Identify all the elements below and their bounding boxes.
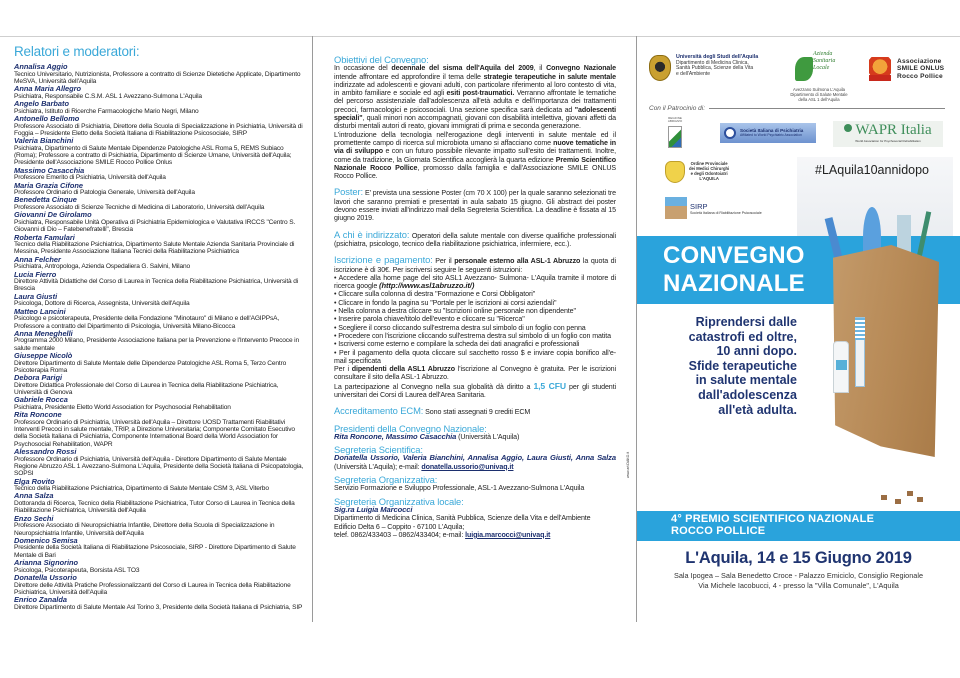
cfu-note: La partecipazione al Convegno nella sua globalità dà diritto a 1,5 CFU per gli studenti universitari dei Corsi di Laurea dell'Area Sanitaria. [334, 380, 616, 399]
patronage-label: Con il Patrocinio di: [649, 105, 945, 112]
event-subtitle: Riprendersi dalle catastrofi ed oltre, 10 anni dopo. Sfide terapeutiche in salute mentale dall'adolescenza all'età adulta. [688, 315, 797, 417]
objectives-section [334, 56, 616, 180]
speaker-item [14, 308, 304, 330]
speaker-role: Direttore Dipartimento di Salute Mentale delle Dipendenze Patologiche ASL Roma 5, Terzo Centro Psicoterapia Roma [14, 359, 287, 374]
speaker-name: Valeria Bianchini [14, 136, 74, 146]
speaker-role: Professore Associato di Scienze Tecniche di Medicina di Laboratorio, Università dell'Aquila [14, 204, 265, 212]
speaker-item [14, 559, 304, 574]
speaker-name: Angelo Barbato [14, 99, 70, 109]
local-secretariat-department: Dipartimento di Medicina Clinica, Sanità Pubblica, Scienze della Vita e dell'Ambiente [334, 514, 591, 523]
speaker-role: Psichiatra, Presidente Eletto World Association for Psychosocial Rehabilitation [14, 404, 231, 411]
fold-line [312, 36, 313, 622]
prize-title-line-1: 4° PREMIO SCIENTIFICO NAZIONALE [671, 513, 875, 525]
registration-step: • Nella colonna a destra cliccare su "Iscrizioni online personale non dipendente" [334, 307, 576, 316]
prize-title-line-2: ROCCO POLLICE [671, 524, 766, 537]
registration-step: • Accedere alla home page del sito ASL1 Avezzano- Sulmona- L'Aquila tramite il motore di ricerca google (http://www.asl1abruzzo.it/) [334, 273, 616, 291]
speakers-heading: Relatori e moderatori: [14, 44, 140, 59]
audience-text: Operatori della salute mentale con diverse qualifiche professionali (psichiatra, psicologo, tecnico della riabilitazione psichiatrica, infermiere, ecc.). [334, 231, 616, 248]
cover-panel [637, 37, 960, 621]
speaker-item [14, 352, 304, 374]
poster-heading: Poster: [334, 186, 363, 198]
speaker-name: Annalisa Aggio [14, 62, 68, 71]
local-secretariat-section [334, 495, 616, 539]
speaker-name: Matteo Lancini [14, 306, 66, 316]
local-secretariat-email-link[interactable]: luigia.marcocci@univaq.it [465, 530, 551, 539]
speaker-item [14, 167, 304, 182]
speaker-role: Programma 2000 Milano, Presidente Associazione Italiana per la Prevenzione e l'Intervento Precoce in salute mentale [14, 337, 299, 352]
asl-logo: Azienda Sanitaria Locale Avezzano Sulmona L'Aquila Dipartimento di Salute Mentale della ASL 1 dell'Aquila [790, 51, 848, 102]
employees-note: Per i dipendenti della ASL1 Abruzzo l'iscrizione al Convegno è gratuita. Per le iscrizioni consultare il sito della ASL-1 Abruzzo. [334, 365, 616, 382]
speaker-role: Professore Associato di Psichiatria, Direttore della Scuola di Specializzazione in Psichiatria, Università di Foggia – Presidente Eletto della Società Italiana di Riabilitazione Psicosociale, SIRP [14, 122, 303, 137]
presidents-names: Rita Roncone, Massimo Casacchia [334, 431, 457, 441]
sip-logo: Società Italiana di Psichiatria Affiliated to World Psychiatric Association [720, 123, 816, 143]
speaker-item [14, 85, 304, 100]
speaker-item [14, 234, 304, 256]
objectives-paragraph-2: L'introduzione della tecnologia nell'erogazione degli interventi in salute mentale ed il promettente campo di ricerca sul microbiota umano si affacciano come nuove tematiche in via di sviluppo e con un futuro possibile rilevante impatto sull'esito dei trattamenti. Inoltre, come da tradizione, la Giornata Scientifica accoglierà la quarta edizione Premio Scientifico Nazionale Rocco Pollice, promosso dalla famiglia e dall'Associazione SMILE ONLUS Rocco Pollice. [334, 130, 617, 181]
speaker-role: Psichiatra, Responsabile Unità Operativa di Psichiatria Epidemiologica e Valutativa IRCCS "Centro S. Giovanni di Dio – Fatebenefratelli", Brescia [14, 218, 296, 234]
cfu-value: 1,5 CFU [533, 380, 566, 391]
objectives-heading: Obiettivi del Convegno: [334, 54, 429, 65]
speaker-name: Alessandro Rossi [14, 447, 77, 457]
objectives-paragraph-1: In occasione del decennale del sisma dell'Aquila del 2009, il Convegno Nazionale intende affrontare ed approfondire il tema delle strategie terapeutiche in salute mentale indirizzate ad adolescenti e giovani adulti, con particolare riferimento al loro contesto di vita, in ambito familiare e sociale ed agli esiti post-traumatici. Verranno affrontate le tematiche del percorso assistenziale dall'adolescenza all'età adulta e dell'importanza dei trattamenti precoci, farmacologici e psicosociali. Una sezione specifica sarà dedicata ad "adolescenti speciali", quali minori non accompagnati, giovani con disabilità intellettiva, giovani affetti da disturbi mentali autori di reato, giovani immigrati di prima e seconda generazione. [334, 64, 617, 131]
speaker-role: Direttore delle Attività Pratiche Professionalizzanti del Corso di Laurea in Tecnica della Riabilitazione Psichiatrica, Università dell'Aquila [14, 581, 291, 596]
ecm-text: Sono stati assegnati 9 crediti ECM [423, 408, 531, 417]
speaker-role: Direttore Didattica Professionale del Corso di Laurea in Tecnica della Riabilitazione Psichiatrica, Università di Genova [14, 381, 279, 397]
registration-step: • Iscriversi come esterno e compilare la scheda dei dati anagrafici e professionali [334, 340, 580, 349]
sip-emblem-icon [724, 127, 736, 139]
event-title-line-2: NAZIONALE [663, 270, 805, 297]
registration-heading: Iscrizione e pagamento: [334, 254, 433, 266]
speaker-name: Arianna Signorino [14, 558, 79, 568]
speaker-item [14, 115, 304, 137]
organizer-logos [649, 51, 949, 107]
sirp-emblem-icon [665, 197, 687, 219]
speaker-role: Professore Ordinario di Psichiatria, Università dell'Aquila - Direttore Dipartimento di Salute Mentale Regione Abruzzo ASL 1 Avezzano-Sulmona L'Aquila, Presidente della Società Italiana di Psicopatologia, SOPSI [14, 455, 304, 478]
speaker-name: Giuseppe Nicolò [14, 351, 73, 361]
speaker-name: Elga Rovito [14, 476, 55, 486]
prize-banner [637, 511, 960, 541]
registration-step: • Procedere con l'iscrizione cliccando sull'estrema destra sul simbolo di un foglio con matita [334, 331, 611, 340]
speaker-item [14, 100, 304, 115]
speaker-name: Lucia Fierro [14, 269, 57, 279]
caduceus-shield-icon [665, 161, 685, 183]
event-title-line-1: CONVEGNO [663, 242, 805, 269]
leaf-icon [795, 57, 813, 81]
speaker-item [14, 574, 304, 596]
regione-abruzzo-logo: REGIONE ABRUZZO [665, 117, 685, 151]
speaker-item [14, 271, 304, 293]
speaker-item [14, 182, 304, 197]
speaker-role: Professore Associato di Neuropsichiatria Infantile, Direttore della Scuola di Specializzazione in Neuropsichiatria Infantile, Università dell'Aquila [14, 522, 275, 537]
univaq-logo: Università degli Studi dell'Aquila Dipartimento di Medicina Clinica, Sanità Pubblica, Scienze della Vita e dell'Ambiente [649, 55, 769, 81]
shield-icon [668, 126, 682, 148]
speaker-role: Dottoranda di Ricerca, Tecnico della Riabilitazione Psichiatrica, Tutor Corso di Laurea in Tecnica della Riabilitazione Psichiatrica, Università dell'Aquila [14, 500, 295, 515]
speaker-name: Roberta Famulari [14, 232, 75, 242]
local-secretariat-contacts: telef. 0862/433403 – 0862/433404; e-mail: luigia.marcocci@univaq.it [334, 530, 551, 539]
organizing-secretariat-text: Servizio Formazione e Sviluppo Professionale, ASL-1 Avezzano-Sulmona L'Aquila [334, 484, 585, 493]
cracked-toothbrush-holder-illustration [827, 207, 947, 512]
speaker-name: Debora Parigi [14, 373, 63, 383]
speaker-role: Professore Emerito di Psichiatria, Università dell'Aquila [14, 174, 166, 182]
audience-heading: A chi è indirizzato: [334, 228, 410, 240]
organizing-secretariat-heading: Segreteria Organizzativa: [334, 474, 438, 486]
audience-section [334, 228, 616, 249]
smile-onlus-logo: Associazione SMILE ONLUS Rocco Pollice [869, 57, 944, 81]
speaker-role: Direttore Dipartimento di Salute Mentale Asl Torino 3, Presidente della Società Italiana di Psichiatria, SIP [14, 603, 303, 611]
registration-step: • Inserire parola chiave/titolo dell'evento e cliccare su "Ricerca" [334, 315, 525, 324]
local-secretariat-heading: Segreteria Organizzativa locale: [334, 495, 464, 507]
speaker-name: Donatella Ussorio [14, 572, 77, 582]
speaker-role: Psichiatra, Dipartimento di Salute Mentale Dipendenze Patologiche ASL Roma 5, REMS Subiaco (Roma); Professore a contratto di Psichiatria, Dipartimento di Scienze Umane, Università dell'Aquila; Presidente dell'Associazione SMILE Rocco Pollice Onlus [14, 144, 292, 167]
speaker-role: Tecnico della Riabilitazione Psichiatrica, Dipartimento Salute Mentale Azienda Sanitaria Provinciale di Messina, Presidente Associazione Italiana Tecnici della Riabilitazione Psichiatrica [14, 241, 295, 256]
speaker-name: Giovanni De Girolamo [14, 210, 92, 220]
speaker-item [14, 537, 304, 559]
poster-section [334, 188, 616, 222]
poster-text: E' prevista una sessione Poster (cm 70 X 100) per la quale saranno selezionati tre lavori che saranno premiati e presentati in aula sabato 15 giugno. Gli abstract dei poster devono essere inviati all'indirizzo mail della Segreteria Scientifica. La deadline è fissata al 15 giugno 2019. [334, 189, 616, 223]
wapr-logo: WAPR Italia World Association for Psychosocial Rehabilitation [833, 121, 943, 147]
speaker-role: Professore Ordinario di Patologia Generale, Università dell'Aquila [14, 189, 195, 197]
scientific-secretariat-names: Donatella Ussorio, Valeria Bianchini, Annalisa Aggio, Laura Giusti, Anna Salza [334, 453, 616, 463]
speaker-item [14, 256, 304, 271]
presidents-heading: Presidenti della Convegno Nazionale: [334, 422, 487, 434]
registration-step: • Cliccare in fondo la pagina su "Portale per le iscrizioni ai corsi aziendali" [334, 298, 557, 307]
event-date: L'Aquila, 14 e 15 Giugno 2019 [685, 549, 912, 567]
speaker-role: Psichiatra, Istituto di Ricerche Farmacologiche Mario Negri, Milano [14, 107, 199, 115]
registration-step: • Scegliere il corso cliccando sull'estrema destra sul simbolo di un foglio con penna [334, 323, 586, 332]
speaker-item [14, 411, 304, 448]
speaker-role: Professore Ordinario di Psichiatria, Università dell'Aquila – Direttore UOSD Trattamenti Riabilitativi Interventi Precoci in salute mentale, TRIP, a Direzione Universitaria; Componente Comitato Esecutivo della Società Italiana di Psichiatria, Componente International Board della World Association for Psychosocial Rehabilitation, WAPR [14, 418, 295, 448]
omceo-logo: Ordine Provinciale dei Medici Chirurghi e degli Odontoiatri L'AQUILA [665, 161, 729, 183]
speaker-name: Domenico Semisa [14, 535, 78, 545]
speakers-panel [14, 44, 304, 611]
registration-section: Iscrizione e pagamento: Per il personale esterno alla ASL-1 Abruzzo la quota di iscrizione è di 30€. Per iscriversi seguire le seguenti istruzioni: • Accedere alla home page del sito ASL1 Avezzano- Sulmona- L'Aquila tramite il motore di ricerca google (http://www.asl1abruzzo.it/) • Cliccare sulla colonna di destra "Formazione e Corsi Obbligatori" • Cliccare in fondo la pagina su "Portale per le iscrizioni ai corsi aziendali" • Nella colonna a destra cliccare su "Iscrizioni online personale non dipendente" • Inserire parola chiave/titolo dell'evento e cliccare su "Ricerca" • Scegliere il corso cliccando sull'estrema destra sul simbolo di un foglio con penna • Procedere con l'iscrizione cliccando sull'estrema destra sul simbolo di un foglio con matita • Iscriversi come esterno e compilare la scheda dei dati anagrafici e professionali • Per il pagamento della quota cliccare sul sacchetto rosso $ e inviare copia bonifico all'e-mail specificata Per i dipendenti della ASL1 Abruzzo l'iscrizione al Convegno è gratuita. Per le iscrizioni consultare il sito della ASL-1 Abruzzo. La partecipazione al Convegno nella sua globalità dà diritto a 1,5 CFU per gli studenti universitari dei Corsi di Laurea dell'Area Sanitaria. [334, 254, 616, 399]
speaker-name: Benedetta Cinque [14, 195, 77, 205]
speaker-name: Gabriele Rocca [14, 395, 68, 405]
speaker-role: Presidente della Società Italiana di Riabilitazione Psicosociale, SIRP - Direttore Dipartimento di Salute Mentale di Bari [14, 544, 296, 559]
scientific-secretariat-section: Segreteria Scientifica: Donatella Ussorio, Valeria Bianchini, Annalisa Aggio, Laura Giusti, Anna Salza (Università L'Aquila); e-mail: donatella.ussorio@univaq.it [334, 444, 616, 471]
sirp-logo: SIRP Società Italiana di Riabilitazione Psicosociale [665, 197, 762, 219]
registration-steps [334, 274, 616, 365]
speaker-name: Enzo Sechi [14, 513, 54, 523]
speaker-name: Massimo Casacchia [14, 165, 85, 175]
speaker-name: Anna Maria Allegro [14, 84, 82, 94]
info-panel [334, 56, 616, 547]
registration-step: • Cliccare sulla colonna di destra "Formazione e Corsi Obbligatori" [334, 290, 536, 299]
speaker-item [14, 196, 304, 211]
speaker-name: Anna Salza [14, 491, 54, 501]
scientific-secretariat-email-link[interactable]: donatella.ussorio@univaq.it [421, 462, 514, 471]
eagle-crest-icon [649, 55, 671, 81]
sun-icon [869, 57, 891, 81]
speaker-item [14, 211, 304, 233]
globe-icon [844, 124, 852, 132]
ecm-heading: Accreditamento ECM: [334, 405, 424, 417]
organizing-secretariat-section [334, 476, 616, 493]
speaker-role: Tecnico della Riabilitazione Psichiatrica, Dipartimento di Salute Mentale CSM 3, ASL Viterbo [14, 485, 269, 493]
asl-website-link[interactable]: (http://www.asl1abruzzo.it/) [379, 281, 475, 291]
speaker-role: Psichiatra, Responsabile C.S.M. ASL 1 Avezzano-Sulmona L'Aquila [14, 92, 202, 100]
ecm-section [334, 407, 616, 416]
speaker-name: Anna Meneghelli [14, 328, 73, 338]
speaker-item [14, 63, 304, 85]
speaker-role: Psicologa, Dottore di Ricerca, Assegnista, Università dell'Aquila [14, 300, 190, 308]
speaker-name: Rita Roncone [14, 410, 62, 420]
speaker-name: Antonello Bellomo [14, 113, 80, 123]
scientific-secretariat-heading: Segreteria Scientifica: [334, 444, 423, 456]
speaker-name: Laura Giusti [14, 291, 58, 301]
speaker-name: Maria Grazia Cifone [14, 180, 83, 190]
speaker-item [14, 293, 304, 308]
speaker-name: Enrico Zanalda [14, 595, 67, 605]
speaker-role: Psicologo e psicoterapeuta, Presidente della Fondazione "Minotauro" di Milano e dell'AGIPPsA, Professore a contratto del Dipartimento di Psicologia, Università Milano-Bicocca [14, 315, 280, 330]
speaker-item [14, 478, 304, 493]
speaker-item [14, 448, 304, 477]
speaker-item [14, 137, 304, 166]
local-secretariat-name: Sig.ra Luigia Marcocci [334, 504, 413, 514]
event-venue: Sala Ipogea – Sala Benedetto Croce - Palazzo Emiciclo, Consiglio Regionale Via Michele Iacobucci, 4 - presso la "Villa Comunale", L'Aquila [673, 571, 924, 590]
speaker-role: Psicologa, Psicoterapeuta, Borsista ASL TO3 [14, 566, 140, 574]
hashtag: #LAquila10annidopo [815, 163, 929, 177]
local-secretariat-address: Edificio Delta 6 – Coppito - 67100 L'Aquila; [334, 522, 465, 531]
presidents-section: Presidenti della Convegno Nazionale: Rita Roncone, Massimo Casacchia (Università L'Aquila) [334, 425, 616, 442]
speaker-role: Psichiatra, Antropologa, Azienda Ospedaliera G. Salvini, Milano [14, 263, 191, 271]
speaker-role: Direttore Attività Didattiche del Corso di Laurea in Tecnica della Riabilitazione Psichiatrica, Università di Brescia [14, 278, 299, 293]
speaker-item [14, 515, 304, 537]
speakers-list [14, 63, 304, 611]
speaker-item [14, 596, 304, 611]
speaker-item [14, 374, 304, 396]
speaker-item [14, 492, 304, 514]
speaker-item [14, 396, 304, 411]
image-credit: www.art.DAKO.it [626, 451, 630, 478]
speaker-item [14, 330, 304, 352]
speaker-role: Tecnico Universitario, Nutrizionista, Professore a contratto di Scienze Dietetiche Applicate, Dipartimento MeSVA, Università dell'Aquila [14, 70, 301, 85]
speaker-name: Anna Felcher [14, 254, 61, 264]
registration-step: • Per il pagamento della quota cliccare sul sacchetto rosso $ e inviare copia bonifico all'e-mail specificata [334, 348, 616, 365]
divider [709, 108, 945, 109]
